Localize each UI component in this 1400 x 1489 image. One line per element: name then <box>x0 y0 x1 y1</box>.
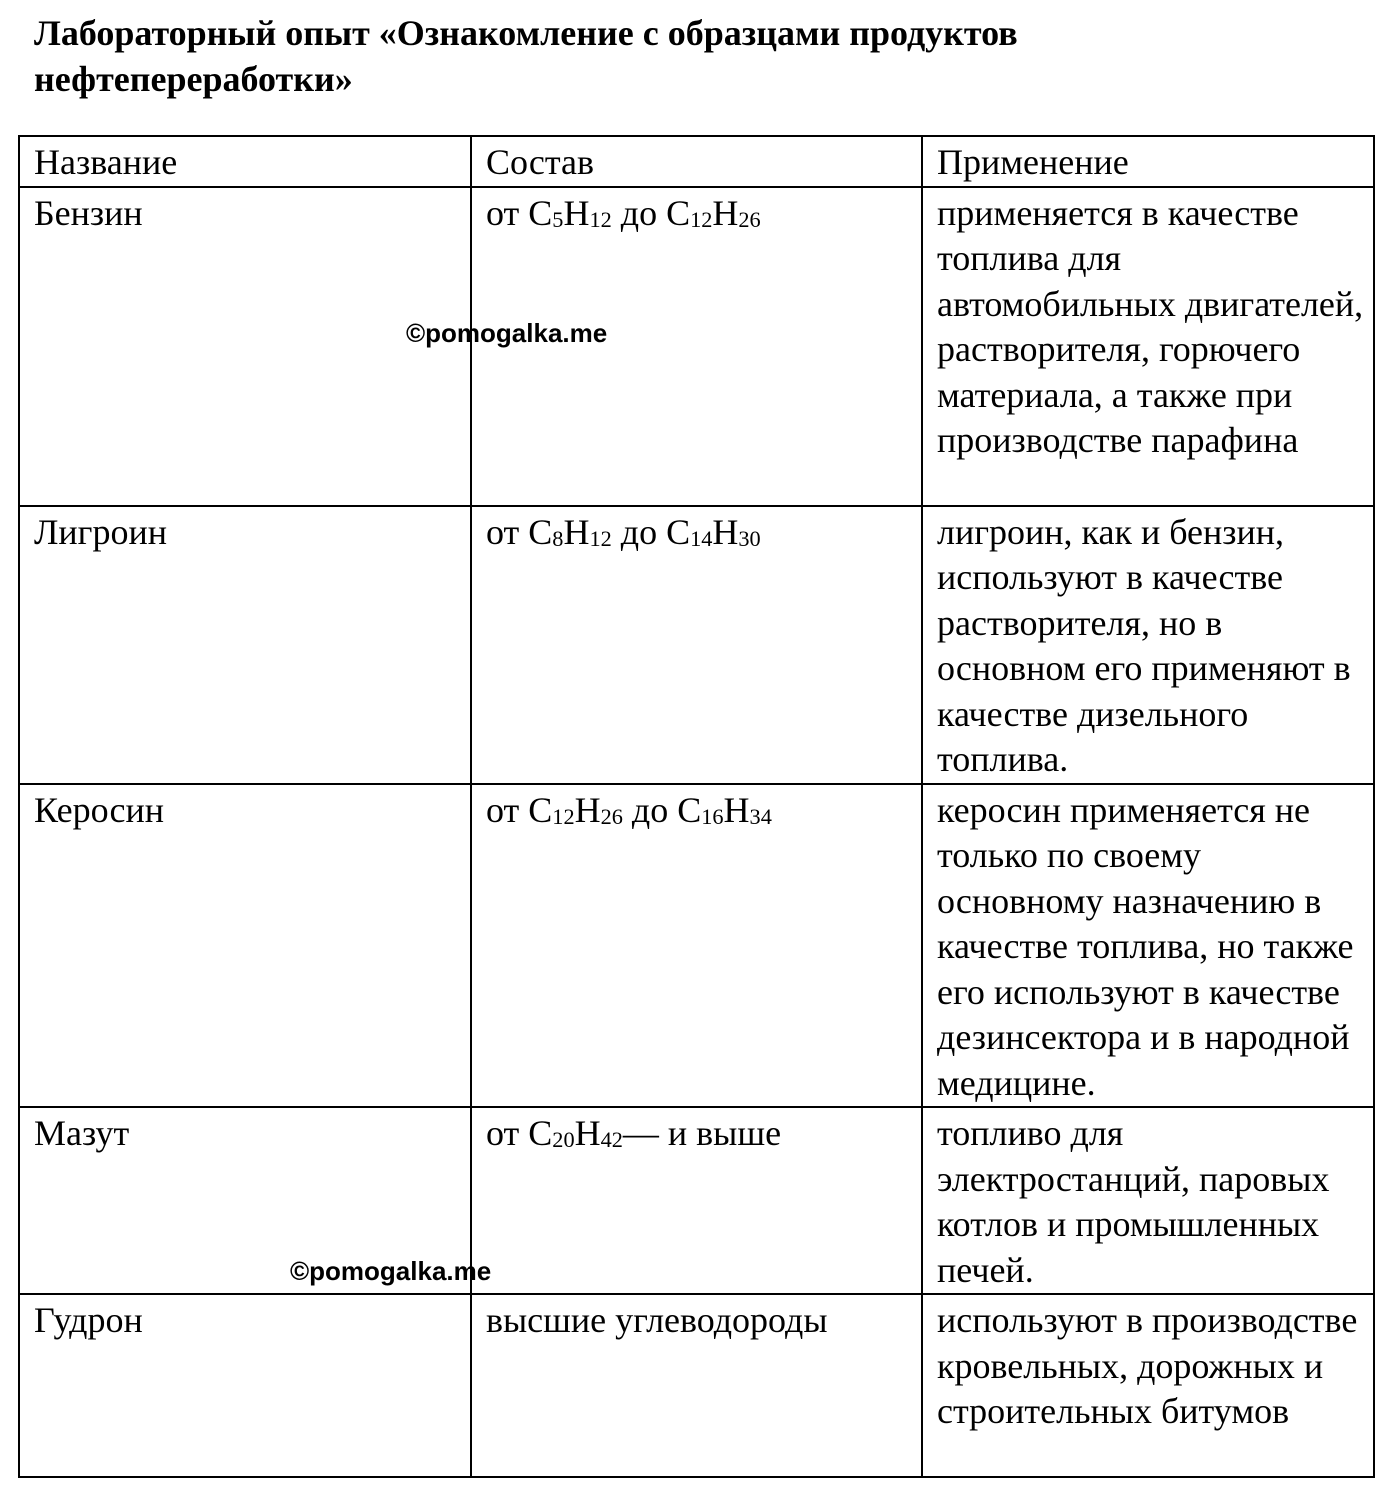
table-header-row <box>19 136 1374 187</box>
formula-text: H <box>574 1113 601 1153</box>
formula-text: H <box>723 789 750 830</box>
formula-text: от C <box>486 1113 553 1153</box>
formula-subscript: 42 <box>600 1127 623 1153</box>
formula-text: от C <box>486 789 553 830</box>
cell-name: Керосин <box>19 784 471 1108</box>
watermark: ©pomogalka.me <box>290 1256 492 1286</box>
header-application: Применение <box>922 136 1374 187</box>
formula-subscript: 26 <box>600 803 623 829</box>
formula-subscript: 30 <box>738 525 761 551</box>
formula-subscript: 12 <box>552 803 575 829</box>
cell-composition <box>471 506 922 784</box>
table-row <box>19 187 1374 506</box>
formula-subscript: 12 <box>589 525 612 551</box>
formula-subscript: 16 <box>701 803 724 829</box>
cell-composition <box>471 1107 922 1294</box>
table-row <box>19 506 1374 784</box>
document-title: Лабораторный опыт «Ознакомление с образцами продуктов нефтепереработки» <box>34 13 1018 99</box>
cell-application: лигроин, как и бензин, используют в качестве растворителя, но в основном его применяют в качестве дизельного топлива. <box>922 506 1374 784</box>
cell-composition <box>471 784 922 1108</box>
cell-application: используют в производстве кровельных, дорожных и строительных битумов <box>922 1294 1374 1477</box>
table-body <box>19 187 1374 1478</box>
table-row <box>19 784 1374 1108</box>
formula-subscript: 34 <box>749 803 772 829</box>
formula-subscript: 26 <box>738 206 761 232</box>
formula-subscript: 8 <box>552 525 564 551</box>
formula-text: высшие углеводороды <box>486 1300 828 1340</box>
formula-text: H <box>574 789 601 830</box>
table-row <box>19 1294 1374 1477</box>
header-name: Название <box>19 136 471 187</box>
formula-text: H <box>712 192 739 233</box>
formula-text: — и выше <box>622 1113 782 1153</box>
formula-text: до C <box>611 192 691 233</box>
products-table <box>18 135 1375 1478</box>
formula-text: до C <box>622 789 702 830</box>
formula-subscript: 5 <box>552 206 564 232</box>
watermark: ©pomogalka.me <box>406 318 608 348</box>
cell-application: керосин применяется не только по своему основному назначению в качестве топлива, но также его используют в качестве дезинсектора и в народной медицине. <box>922 784 1374 1108</box>
cell-application: применяется в качестве топлива для автомобильных двигателей, растворителя, горючего материала, а также при производстве парафина <box>922 187 1374 506</box>
table-row <box>19 1107 1374 1294</box>
formula-text: от C <box>486 511 553 552</box>
formula-subscript: 12 <box>589 206 612 232</box>
cell-composition <box>471 1294 922 1477</box>
cell-application: топливо для электростанций, паровых котлов и промышленных печей. <box>922 1107 1374 1294</box>
formula-subscript: 20 <box>552 1127 575 1153</box>
formula-text: от C <box>486 192 553 233</box>
cell-name: Лигроин <box>19 506 471 784</box>
formula-subscript: 12 <box>690 206 713 232</box>
formula-text: H <box>563 192 590 233</box>
formula-text: до C <box>611 511 691 552</box>
formula-text: H <box>712 511 739 552</box>
cell-name: Бензин <box>19 187 471 506</box>
formula-subscript: 14 <box>690 525 713 551</box>
cell-name: Гудрон <box>19 1294 471 1477</box>
formula-text: H <box>563 511 590 552</box>
header-composition: Состав <box>471 136 922 187</box>
cell-name: Мазут <box>19 1107 471 1294</box>
